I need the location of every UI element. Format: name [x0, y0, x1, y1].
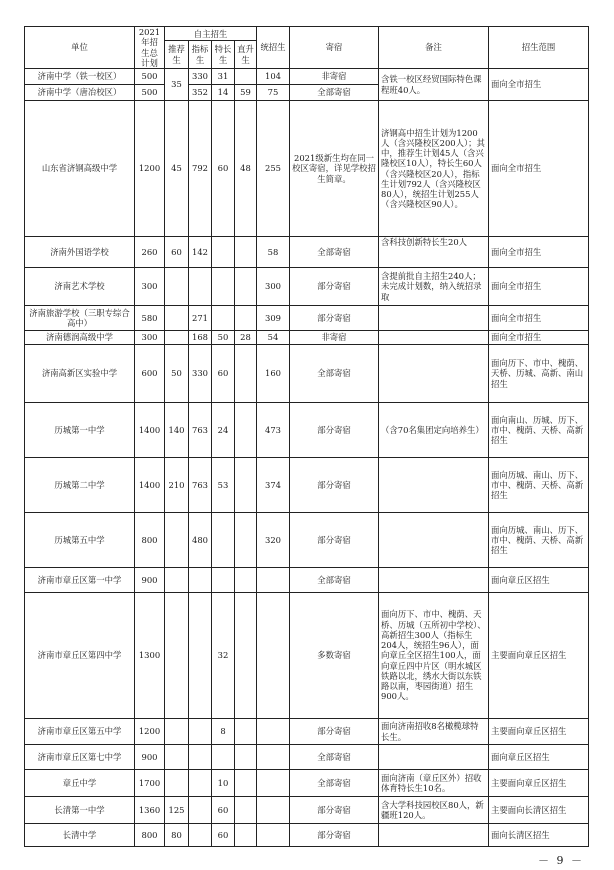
cell-boarding: 全部寄宿	[290, 568, 379, 593]
cell-recommend: 60	[165, 237, 189, 268]
cell-plan: 300	[135, 268, 165, 306]
cell-scope: 面向全市招生	[489, 101, 589, 237]
cell-unified	[257, 797, 290, 824]
cell-remark	[379, 306, 489, 331]
cell-scope: 面向全市招生	[489, 331, 589, 345]
cell-boarding: 部分寄宿	[290, 403, 379, 458]
cell-plan: 1300	[135, 593, 165, 719]
cell-special: 32	[212, 593, 235, 719]
cell-plan: 900	[135, 745, 165, 770]
cell-quota: 763	[189, 458, 212, 513]
cell-boarding: 非寄宿	[290, 69, 379, 85]
cell-scope: 面向章丘区招生	[489, 745, 589, 770]
cell-quota: 271	[189, 306, 212, 331]
cell-remark: 面向历下、市中、槐荫、天桥、历城（五所初中学校）、高新招生300人（指标生204人，统招生96人），面向章丘全区招生100人，面向章丘四中片区（明水城区铁路以北，绣水大街以东铁路以南，枣园街道）招生900人。	[379, 593, 489, 719]
cell-remark: 含提前批自主招生240人；未完成计划数，纳入统招录取	[379, 268, 489, 306]
cell-quota	[189, 824, 212, 847]
cell-scope: 主要面向章丘区招生	[489, 770, 589, 797]
cell-direct	[235, 306, 257, 331]
cell-unified: 54	[257, 331, 290, 345]
cell-special: 53	[212, 458, 235, 513]
table-row	[25, 403, 589, 458]
header-quota: 指标生	[189, 41, 212, 69]
header-self-recruit: 自主招生	[165, 27, 257, 41]
cell-quota: 763	[189, 403, 212, 458]
cell-direct	[235, 593, 257, 719]
cell-recommend	[165, 268, 189, 306]
cell-direct	[235, 568, 257, 593]
table-row	[25, 513, 589, 568]
cell-unified: 58	[257, 237, 290, 268]
cell-boarding: 全部寄宿	[290, 770, 379, 797]
cell-unified	[257, 824, 290, 847]
cell-plan: 580	[135, 306, 165, 331]
cell-scope: 面向历城、南山、历下、市中、槐荫、天桥、高新招生	[489, 513, 589, 568]
cell-direct: 48	[235, 101, 257, 237]
cell-special	[212, 745, 235, 770]
cell-recommend	[165, 593, 189, 719]
table-row	[25, 306, 589, 331]
header-special: 特长生	[212, 41, 235, 69]
cell-boarding: 多数寄宿	[290, 593, 379, 719]
cell-quota: 792	[189, 101, 212, 237]
cell-special: 24	[212, 403, 235, 458]
cell-direct	[235, 403, 257, 458]
cell-recommend: 80	[165, 824, 189, 847]
cell-unit: 章丘中学	[25, 770, 135, 797]
header-boarding: 寄宿	[290, 27, 379, 69]
cell-unified	[257, 593, 290, 719]
cell-unit: 济南市章丘区第一中学	[25, 568, 135, 593]
cell-quota	[189, 568, 212, 593]
cell-unit: 济南德润高级中学	[25, 331, 135, 345]
cell-remark	[379, 513, 489, 568]
cell-plan: 260	[135, 237, 165, 268]
cell-unit: 长清中学	[25, 824, 135, 847]
cell-recommend: 50	[165, 345, 189, 403]
cell-unified	[257, 770, 290, 797]
cell-special	[212, 513, 235, 568]
cell-remark	[379, 568, 489, 593]
cell-special	[212, 237, 235, 268]
cell-unit: 济南外国语学校	[25, 237, 135, 268]
cell-recommend	[165, 306, 189, 331]
cell-remark	[379, 824, 489, 847]
cell-scope: 面向全市招生	[489, 268, 589, 306]
cell-scope: 面向历下、市中、槐荫、天桥、历城、高新、南山招生	[489, 345, 589, 403]
cell-recommend	[165, 719, 189, 745]
cell-remark: 面向济南（章丘区外）招收体育特长生10名。	[379, 770, 489, 797]
cell-recommend: 140	[165, 403, 189, 458]
cell-special	[212, 568, 235, 593]
table-row	[25, 745, 589, 770]
cell-direct	[235, 345, 257, 403]
table-row	[25, 345, 589, 403]
table-row	[25, 568, 589, 593]
cell-quota: 168	[189, 331, 212, 345]
cell-unified: 160	[257, 345, 290, 403]
cell-direct: 59	[235, 85, 257, 101]
cell-direct	[235, 69, 257, 85]
cell-quota: 330	[189, 69, 212, 85]
cell-boarding: 全部寄宿	[290, 237, 379, 268]
cell-unit: 济南艺术学校	[25, 268, 135, 306]
cell-unit: 历城第二中学	[25, 458, 135, 513]
cell-quota: 352	[189, 85, 212, 101]
cell-quota	[189, 797, 212, 824]
cell-unit: 济南中学（铁一校区）	[25, 69, 135, 85]
cell-unified: 75	[257, 85, 290, 101]
cell-plan: 600	[135, 345, 165, 403]
cell-unit: 济南中学（唐冶校区）	[25, 85, 135, 101]
table-row	[25, 101, 589, 237]
cell-remark	[379, 458, 489, 513]
cell-unified	[257, 719, 290, 745]
table-row	[25, 69, 589, 85]
cell-unit: 济南高新区实验中学	[25, 345, 135, 403]
cell-remark: 含铁一校区经贸国际特色课程班40人。	[379, 69, 489, 101]
cell-remark: 含科技创新特长生20人	[379, 237, 489, 268]
table-row	[25, 593, 589, 719]
cell-special: 31	[212, 69, 235, 85]
cell-remark: 济钢高中招生计划为1200人（含兴隆校区200人）；其中，推荐生计划45人（含兴隆校区10人），特长生60人（含兴隆校区20人），指标生计划792人（含兴隆校区80人），统招生计划255人（含兴隆校区90人）。	[379, 101, 489, 237]
cell-plan: 1400	[135, 403, 165, 458]
cell-unit: 济南市章丘区第四中学	[25, 593, 135, 719]
cell-scope: 面向长清区招生	[489, 824, 589, 847]
cell-special: 10	[212, 770, 235, 797]
header-unified: 统招生	[257, 27, 290, 69]
cell-scope: 面向章丘区招生	[489, 568, 589, 593]
cell-remark: （含70名集团定向培养生）	[379, 403, 489, 458]
cell-boarding: 部分寄宿	[290, 513, 379, 568]
cell-direct	[235, 824, 257, 847]
cell-scope: 主要面向章丘区招生	[489, 593, 589, 719]
cell-unit: 济南旅游学校（三职专综合高中）	[25, 306, 135, 331]
cell-unified: 374	[257, 458, 290, 513]
cell-boarding: 全部寄宿	[290, 345, 379, 403]
cell-direct	[235, 719, 257, 745]
cell-plan: 800	[135, 513, 165, 568]
header-plan-2021: 2021年招生总计划	[135, 27, 165, 69]
cell-plan: 1400	[135, 458, 165, 513]
cell-remark	[379, 345, 489, 403]
table-row	[25, 719, 589, 745]
cell-plan: 1200	[135, 719, 165, 745]
cell-quota	[189, 593, 212, 719]
header-scope: 招生范围	[489, 27, 589, 69]
cell-quota: 330	[189, 345, 212, 403]
cell-plan: 800	[135, 824, 165, 847]
cell-recommend	[165, 745, 189, 770]
cell-special: 14	[212, 85, 235, 101]
cell-unified: 104	[257, 69, 290, 85]
cell-recommend: 35	[165, 69, 189, 101]
cell-recommend	[165, 770, 189, 797]
cell-plan: 300	[135, 331, 165, 345]
cell-plan: 900	[135, 568, 165, 593]
table-row	[25, 268, 589, 306]
cell-unit: 山东省济钢高级中学	[25, 101, 135, 237]
cell-quota	[189, 770, 212, 797]
cell-boarding: 2021级新生均在同一校区寄宿，详见学校招生简章。	[290, 101, 379, 237]
cell-plan: 500	[135, 85, 165, 101]
cell-plan: 500	[135, 69, 165, 85]
cell-quota	[189, 268, 212, 306]
cell-unit: 长清第一中学	[25, 797, 135, 824]
enrollment-plan-table	[24, 26, 589, 847]
cell-direct	[235, 745, 257, 770]
cell-direct	[235, 797, 257, 824]
table-row	[25, 770, 589, 797]
cell-boarding: 部分寄宿	[290, 797, 379, 824]
cell-recommend	[165, 331, 189, 345]
cell-recommend: 45	[165, 101, 189, 237]
document-page	[24, 26, 588, 847]
table-row	[25, 331, 589, 345]
cell-scope: 面向全市招生	[489, 237, 589, 268]
cell-boarding: 部分寄宿	[290, 458, 379, 513]
cell-special: 60	[212, 797, 235, 824]
cell-unified: 300	[257, 268, 290, 306]
header-direct: 直升生	[235, 41, 257, 69]
header-recommend: 推荐生	[165, 41, 189, 69]
cell-direct	[235, 513, 257, 568]
cell-recommend	[165, 568, 189, 593]
cell-plan: 1360	[135, 797, 165, 824]
header-unit: 单位	[25, 27, 135, 69]
cell-boarding: 部分寄宿	[290, 306, 379, 331]
cell-special: 60	[212, 824, 235, 847]
cell-special: 60	[212, 101, 235, 237]
cell-direct	[235, 770, 257, 797]
cell-recommend: 210	[165, 458, 189, 513]
cell-unit: 济南市章丘区第五中学	[25, 719, 135, 745]
cell-unified: 309	[257, 306, 290, 331]
cell-scope: 面向历城、南山、历下、市中、槐荫、天桥、高新招生	[489, 458, 589, 513]
cell-boarding: 部分寄宿	[290, 719, 379, 745]
cell-unified: 320	[257, 513, 290, 568]
cell-scope: 主要面向章丘区招生	[489, 719, 589, 745]
cell-unified: 473	[257, 403, 290, 458]
cell-boarding: 部分寄宿	[290, 268, 379, 306]
cell-scope: 面向全市招生	[489, 69, 589, 101]
cell-remark	[379, 745, 489, 770]
table-row	[25, 824, 589, 847]
cell-plan: 1700	[135, 770, 165, 797]
cell-special: 60	[212, 345, 235, 403]
cell-scope: 主要面向长清区招生	[489, 797, 589, 824]
cell-direct	[235, 458, 257, 513]
cell-boarding: 非寄宿	[290, 331, 379, 345]
cell-scope: 面向南山、历城、历下、市中、槐荫、天桥、高新招生	[489, 403, 589, 458]
table-row	[25, 797, 589, 824]
cell-quota: 480	[189, 513, 212, 568]
cell-remark: 含大学科技园校区80人，新疆班120人。	[379, 797, 489, 824]
cell-special	[212, 268, 235, 306]
cell-boarding: 全部寄宿	[290, 85, 379, 101]
cell-special: 50	[212, 331, 235, 345]
cell-remark	[379, 331, 489, 345]
cell-unit: 历城第一中学	[25, 403, 135, 458]
cell-direct: 28	[235, 331, 257, 345]
cell-recommend	[165, 513, 189, 568]
cell-remark: 面向济南招收8名橄榄球特长生。	[379, 719, 489, 745]
cell-direct	[235, 237, 257, 268]
table-row	[25, 237, 589, 268]
cell-special	[212, 306, 235, 331]
cell-special: 8	[212, 719, 235, 745]
cell-quota	[189, 719, 212, 745]
cell-plan: 1200	[135, 101, 165, 237]
cell-unified: 255	[257, 101, 290, 237]
header-remark: 备注	[379, 27, 489, 69]
cell-boarding: 部分寄宿	[290, 824, 379, 847]
cell-quota	[189, 745, 212, 770]
cell-unified	[257, 568, 290, 593]
table-row	[25, 458, 589, 513]
cell-unified	[257, 745, 290, 770]
cell-recommend: 125	[165, 797, 189, 824]
page-number: － 9 －	[538, 854, 584, 867]
cell-quota: 142	[189, 237, 212, 268]
cell-unit: 济南市章丘区第七中学	[25, 745, 135, 770]
cell-unit: 历城第五中学	[25, 513, 135, 568]
cell-boarding: 全部寄宿	[290, 745, 379, 770]
cell-direct	[235, 268, 257, 306]
cell-scope: 面向全市招生	[489, 306, 589, 331]
